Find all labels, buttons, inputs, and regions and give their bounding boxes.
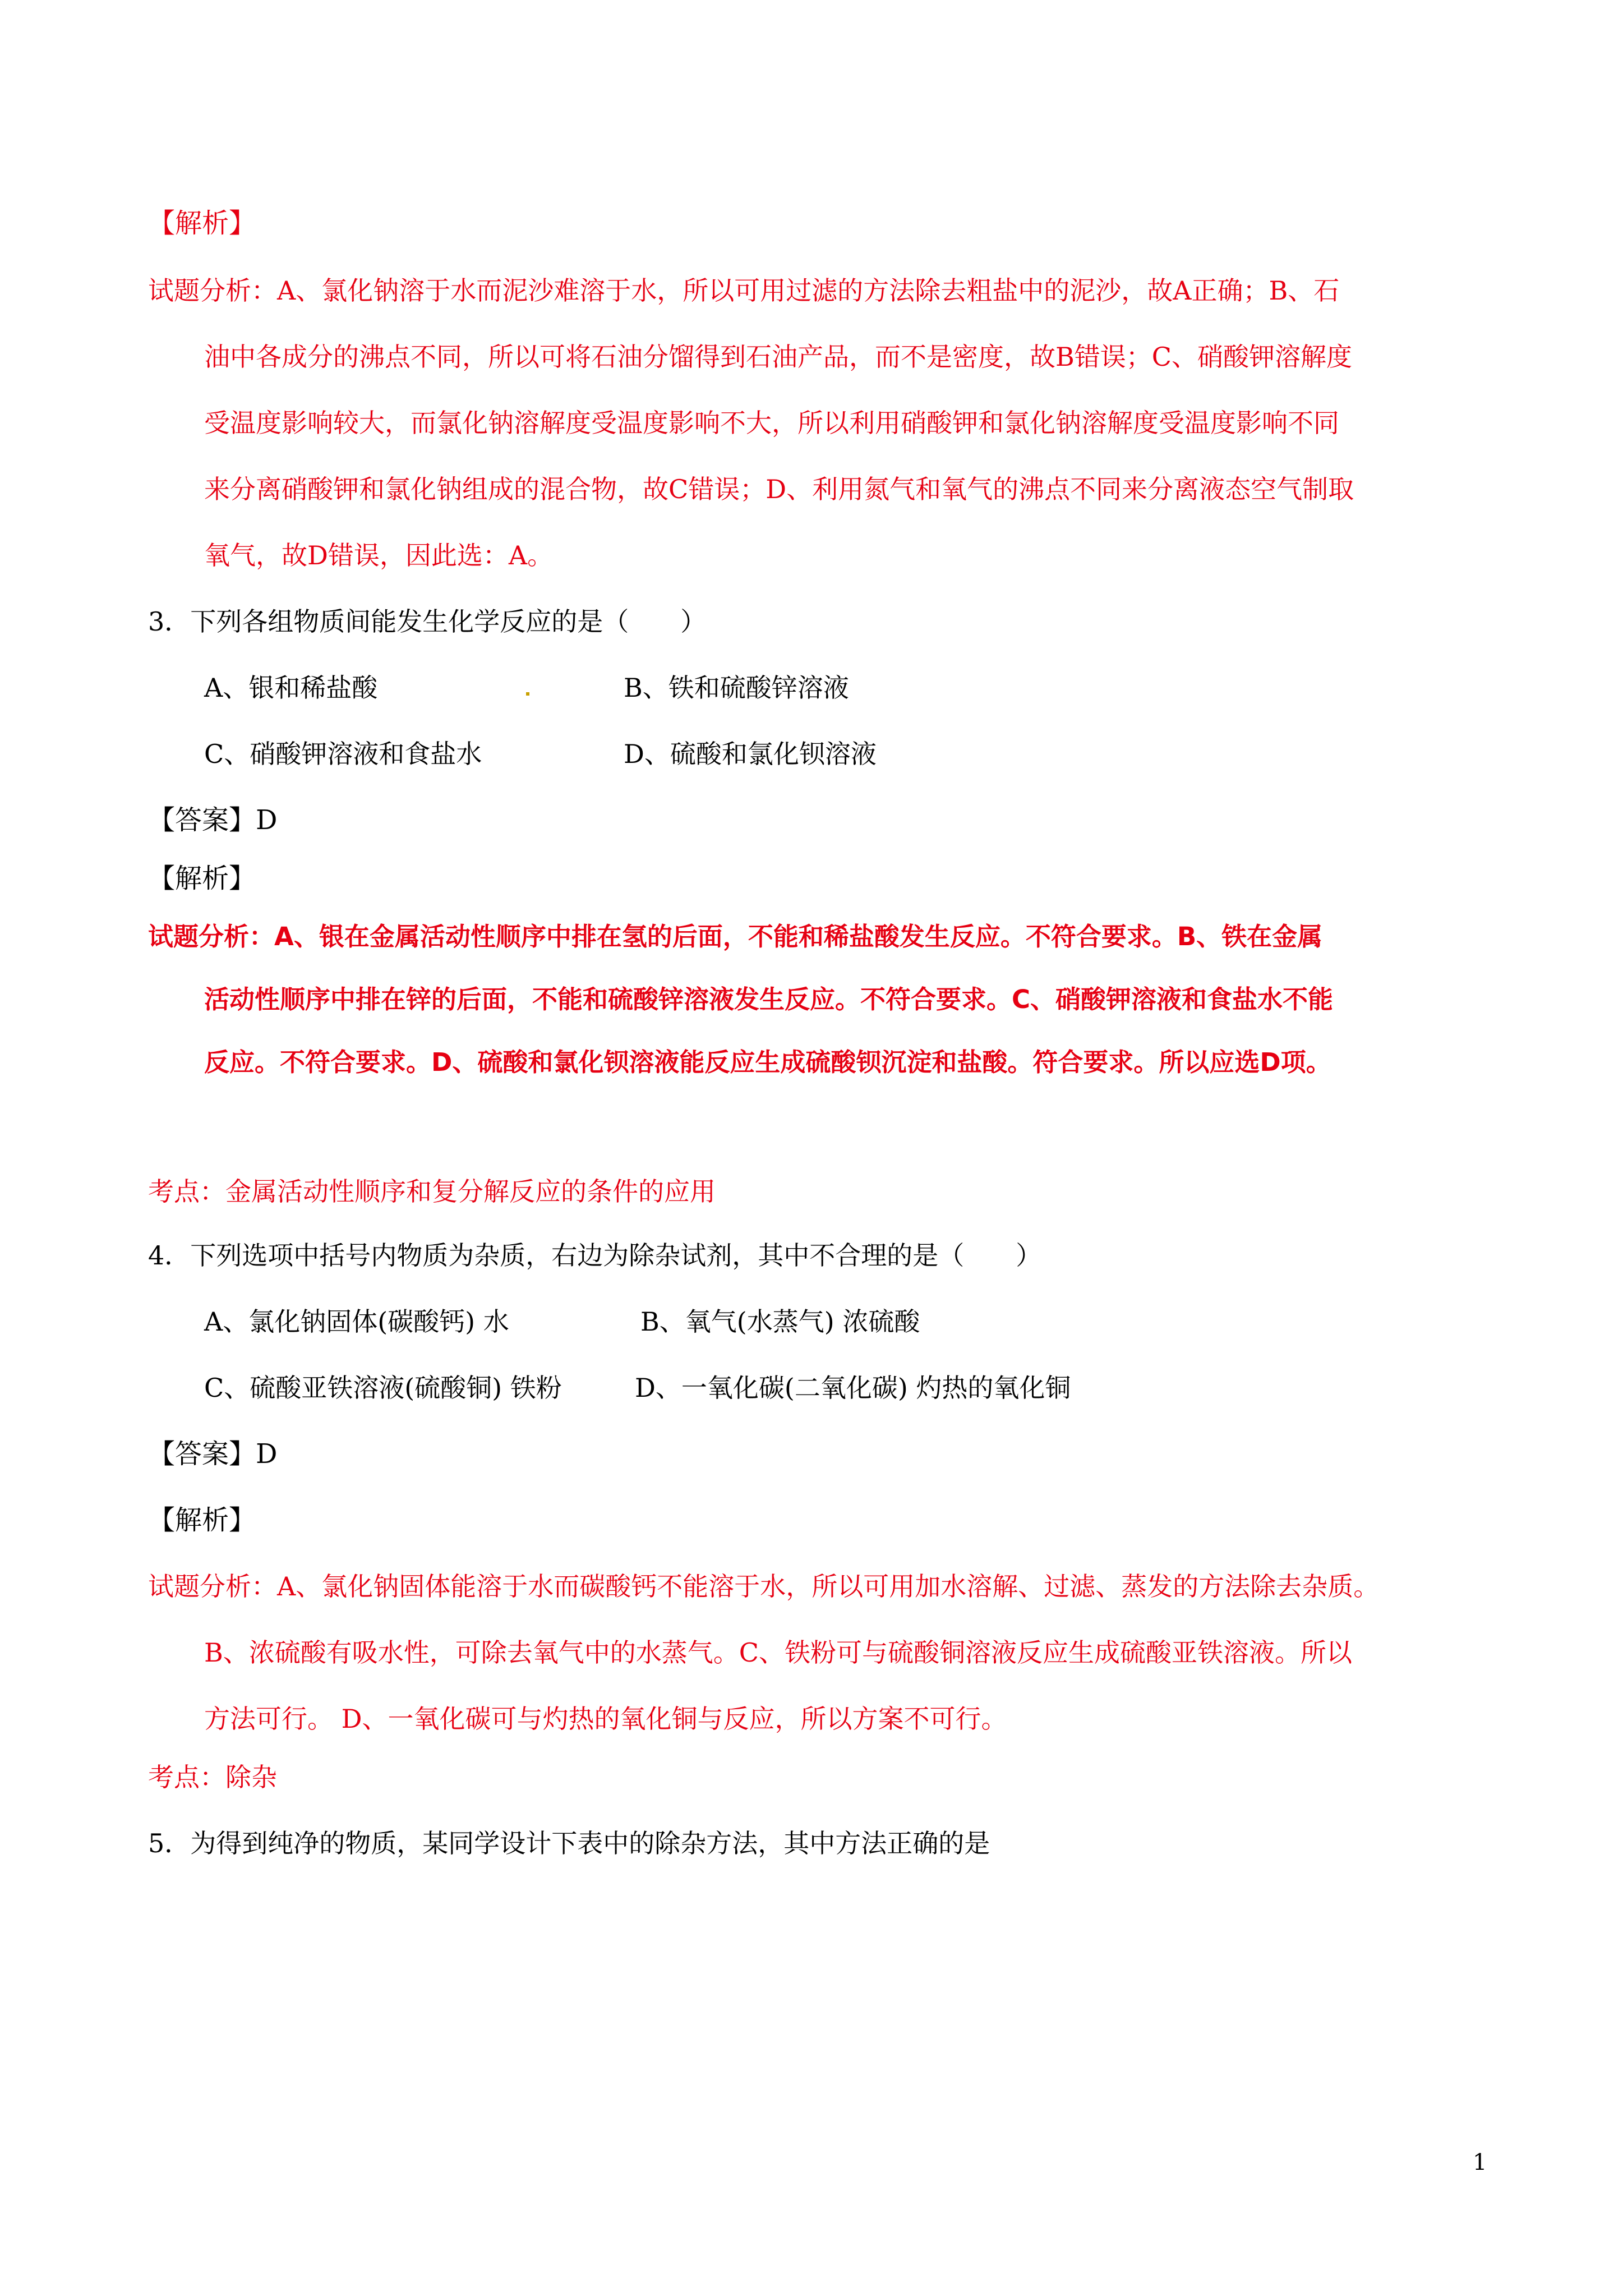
q3-analysis-line-3: 反应。不符合要求。D、硫酸和氯化钡溶液能反应生成硫酸钡沉淀和盐酸。符合要求。所以应选D项。 bbox=[204, 1047, 1331, 1077]
q4-analysis-line-3: 方法可行。 D、一氧化碳可与灼热的氧化铜与反应，所以方案不可行。 bbox=[204, 1704, 1007, 1734]
q2-analysis-line-2: 油中各成分的沸点不同，所以可将石油分馏得到石油产品，而不是密度，故B错误；C、硝酸钾溶解度 bbox=[204, 342, 1352, 372]
q4-option-a: A、氯化钠固体(碳酸钙) 水 bbox=[204, 1306, 509, 1337]
q3-option-a: A、银和稀盐酸 bbox=[204, 673, 378, 703]
q5-question: 5．为得到纯净的物质，某同学设计下表中的除杂方法，其中方法正确的是 bbox=[148, 1828, 990, 1858]
q3-option-d: D、硫酸和氯化钡溶液 bbox=[624, 739, 877, 769]
q2-analysis-line-3: 受温度影响较大，而氯化钠溶解度受温度影响不大，所以利用硝酸钾和氯化钠溶解度受温度影响不同 bbox=[204, 408, 1339, 438]
q4-answer: 【答案】D bbox=[148, 1438, 278, 1470]
q4-analysis-line-1: 试题分析：A、氯化钠固体能溶于水而碳酸钙不能溶于水，所以可用加水溶解、过滤、蒸发的方法除去杂质。 bbox=[148, 1571, 1380, 1602]
q3-question: 3．下列各组物质间能发生化学反应的是（ ） bbox=[148, 606, 707, 637]
q3-option-c: C、硝酸钾溶液和食盐水 bbox=[204, 739, 482, 769]
q3-answer: 【答案】D bbox=[148, 804, 278, 836]
q4-analysis-tag: 【解析】 bbox=[148, 1504, 256, 1536]
q2-analysis-tag: 【解析】 bbox=[148, 208, 256, 239]
q4-analysis-line-2: B、浓硫酸有吸水性，可除去氧气中的水蒸气。C、铁粉可与硫酸铜溶液反应生成硫酸亚铁溶液。所以 bbox=[204, 1637, 1352, 1668]
q4-question: 4．下列选项中括号内物质为杂质，右边为除杂试剂，其中不合理的是（ ） bbox=[148, 1240, 1042, 1271]
q3-option-b: B、铁和硫酸锌溶液 bbox=[624, 673, 849, 703]
q2-analysis-line-5: 氧气，故D错误，因此选：A。 bbox=[204, 540, 554, 570]
q4-option-c: C、硫酸亚铁溶液(硫酸铜) 铁粉 bbox=[204, 1373, 562, 1403]
q4-point: 考点：除杂 bbox=[148, 1762, 277, 1792]
q2-analysis-line-4: 来分离硝酸钾和氯化钠组成的混合物，故C错误；D、利用氮气和氧气的沸点不同来分离液态空气制取 bbox=[204, 474, 1354, 504]
q3-analysis-tag: 【解析】 bbox=[148, 863, 256, 894]
q3-point: 考点：金属活动性顺序和复分解反应的条件的应用 bbox=[148, 1176, 716, 1207]
page-number: 1 bbox=[1473, 2150, 1487, 2175]
q4-option-d: D、一氧化碳(二氧化碳) 灼热的氧化铜 bbox=[635, 1373, 1071, 1403]
q3-analysis-line-1: 试题分析：A、银在金属活动性顺序中排在氢的后面，不能和稀盐酸发生反应。不符合要求。B、铁在金属 bbox=[148, 922, 1323, 951]
q3-analysis-line-2: 活动性顺序中排在锌的后面，不能和硫酸锌溶液发生反应。不符合要求。C、硝酸钾溶液和食盐水不能 bbox=[204, 984, 1334, 1014]
q2-analysis-line-1: 试题分析：A、氯化钠溶于水而泥沙难溶于水，所以可用过滤的方法除去粗盐中的泥沙，故A正确；B、石 bbox=[148, 275, 1340, 306]
q4-option-b: B、氧气(水蒸气) 浓硫酸 bbox=[640, 1306, 920, 1337]
stray-dot-mark bbox=[526, 692, 529, 696]
